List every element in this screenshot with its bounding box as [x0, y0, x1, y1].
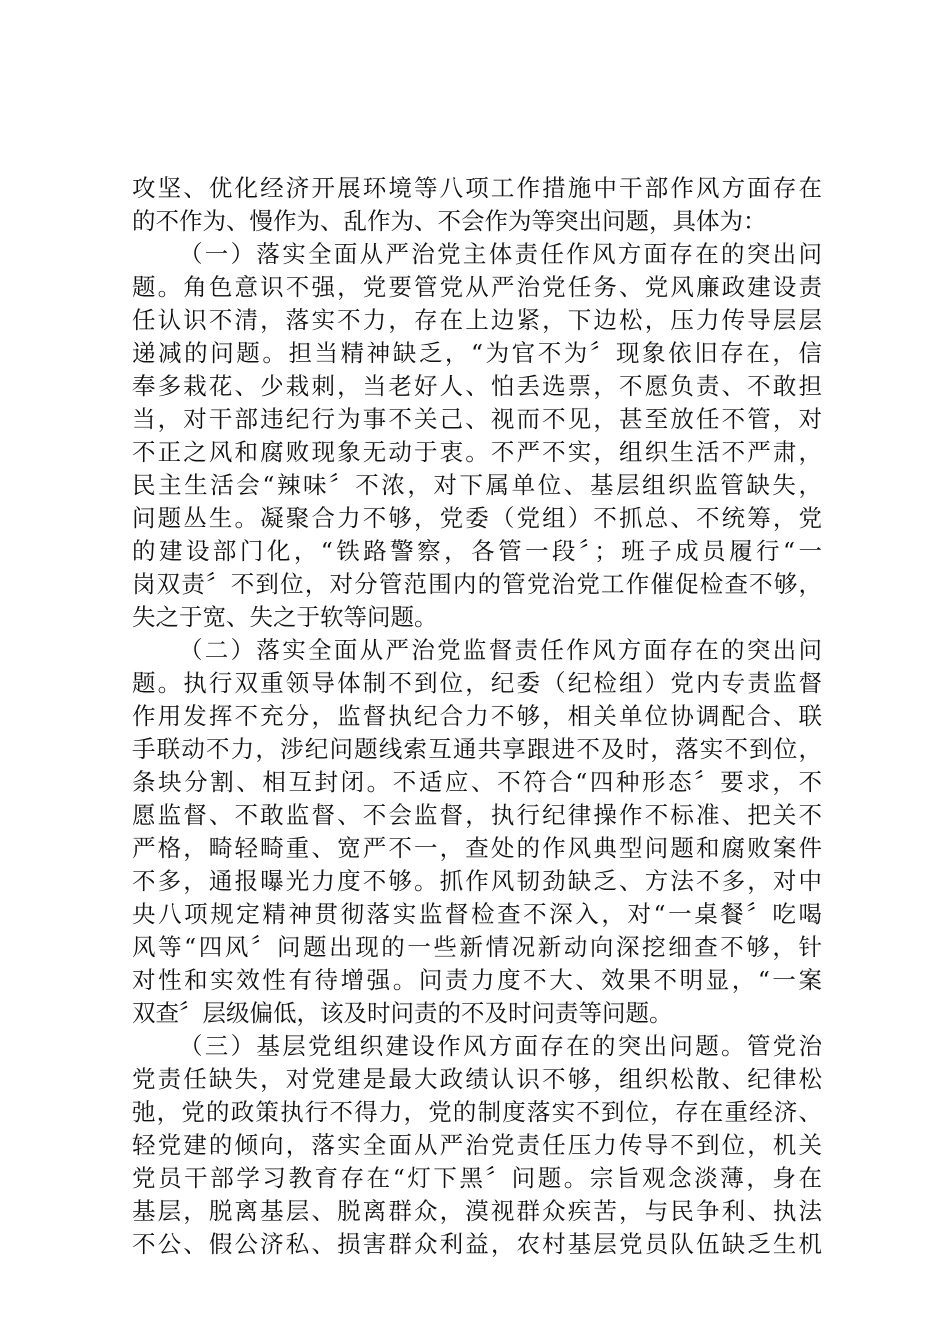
text-line: 不公、假公济私、损害群众利益，农村基层党员队伍缺乏生机: [132, 1230, 822, 1258]
text-line: 严格，畸轻畸重、宽严不一，查处的作风典型问题和腐败案件: [132, 834, 822, 862]
text-line: 条块分割、相互封闭。不适应、不符合“四种形态〞要求，不: [132, 768, 822, 796]
text-line: 党员干部学习教育存在“灯下黑〞问题。宗旨观念淡薄，身在: [132, 1164, 822, 1192]
text-line: （一）落实全面从严治党主体责任作风方面存在的突出问: [179, 240, 822, 268]
text-line: 弛，党的政策执行不得力，党的制度落实不到位，存在重经济、: [132, 1098, 822, 1126]
text-line: 央八项规定精神贯彻落实监督检查不深入，对“一桌餐〞吃喝: [132, 900, 822, 928]
text-line: 的建设部门化，“铁路警察，各管一段〞；班子成员履行“一: [132, 537, 822, 565]
text-line: 递减的问题。担当精神缺乏，“为官不为〞现象依旧存在，信: [132, 339, 822, 367]
text-line: 作用发挥不充分，监督执纪合力不够，相关单位协调配合、联: [132, 702, 822, 730]
text-line: 当，对干部违纪行为事不关己、视而不见，甚至放任不管，对: [132, 405, 822, 433]
text-line: 双查〞层级偏低，该及时问责的不及时问责等问题。: [132, 999, 673, 1027]
text-line: 攻坚、优化经济开展环境等八项工作措施中干部作风方面存在: [132, 174, 822, 202]
text-line: 基层，脱离基层、脱离群众，漠视群众疾苦，与民争利、执法: [132, 1197, 822, 1225]
text-line: 奉多栽花、少栽刺，当老好人、怕丢选票，不愿负责、不敢担: [132, 372, 822, 400]
text-line: 的不作为、慢作为、乱作为、不会作为等突出问题，具体为：: [132, 207, 767, 235]
document-body: [132, 172, 822, 1261]
text-line: 党责任缺失，对党建是最大政绩认识不够，组织松散、纪律松: [132, 1065, 822, 1093]
document-page: [132, 172, 822, 1261]
text-line: 失之于宽、失之于软等问题。: [132, 603, 438, 631]
text-line: 问题丛生。凝聚合力不够，党委（党组）不抓总、不统筹，党: [132, 504, 822, 532]
text-line: （三）基层党组织建设作风方面存在的突出问题。管党治: [179, 1032, 822, 1060]
text-line: 轻党建的倾向，落实全面从严治党责任压力传导不到位，机关: [132, 1131, 822, 1159]
text-line: 手联动不力，涉纪问题线索互通共享跟进不及时，落实不到位，: [132, 735, 822, 763]
text-line: 不多，通报曝光力度不够。抓作风韧劲缺乏、方法不多，对中: [132, 867, 822, 895]
text-line: 愿监督、不敢监督、不会监督，执行纪律操作不标准、把关不: [132, 801, 822, 829]
text-line: 任认识不清，落实不力，存在上边紧，下边松，压力传导层层: [132, 306, 822, 334]
text-line: 题。执行双重领导体制不到位，纪委（纪检组）党内专责监督: [132, 669, 822, 697]
text-line: 不正之风和腐败现象无动于衷。不严不实，组织生活不严肃，: [132, 438, 822, 466]
text-line: 岗双责〞不到位，对分管范围内的管党治党工作催促检查不够，: [132, 570, 822, 598]
text-line: 题。角色意识不强，党要管党从严治党任务、党风廉政建设责: [132, 273, 822, 301]
text-line: 民主生活会“辣味〞不浓，对下属单位、基层组织监管缺失，: [132, 471, 822, 499]
text-line: （二）落实全面从严治党监督责任作风方面存在的突出问: [179, 636, 822, 664]
text-line: 风等“四风〞问题出现的一些新情况新动向深挖细查不够，针: [132, 933, 822, 961]
text-line: 对性和实效性有待增强。问责力度不大、效果不明显，“一案: [132, 966, 822, 994]
